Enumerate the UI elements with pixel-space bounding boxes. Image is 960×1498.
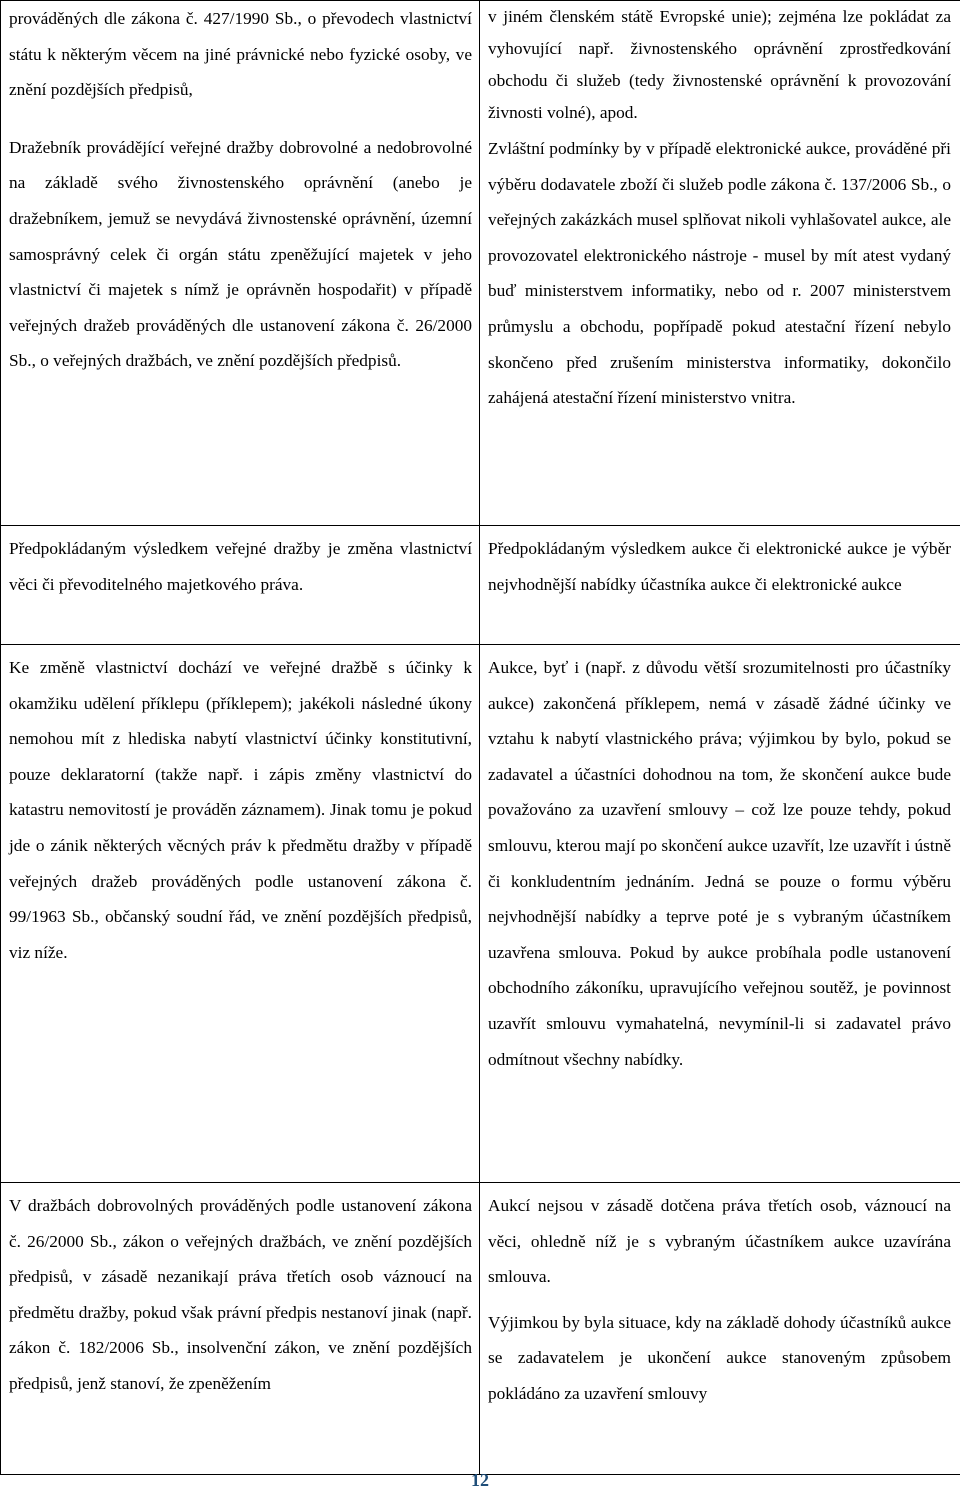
table-cell-left <box>1 1183 480 1475</box>
paragraph: Předpokládaným výsledkem aukce či elektronické aukce je výběr nejvhodnější nabídky účastníka aukce či elektronické aukce <box>488 539 951 594</box>
paragraph: Aukce, byť i (např. z důvodu větší srozumitelnosti pro účastníky aukce) zakončená příklepem, nemá v zásadě žádné účinky ve vztahu k nabytí vlastnického práva; výjimkou by bylo, pokud se zadavatel a účastníci dohodnou na tom, že skončení aukce bude považováno za uzavření smlouvy – což lze pouze tehdy, pokud smlouvu, kterou mají po skončení aukce uzavřít, lze uzavřít i ústně či konkludentním jednáním. Jedná se pouze o formu výběru nejvhodnější nabídky a teprve poté je s vybraným účastníkem uzavřena smlouva. Pokud by aukce probíhala podle ustanovení obchodního zákoníku, upravujícího veřejnou soutěž, je povinnost uzavřít smlouvu vymahatelná, nevymínil-li si zadavatel právo odmítnout všechny nabídky. <box>488 658 951 1069</box>
table-row <box>1 1183 960 1475</box>
table-cell-left <box>1 526 480 645</box>
paragraph: Ke změně vlastnictví dochází ve veřejné dražbě s účinky k okamžiku udělení příklepu (příklepem); jakékoli následné úkony nemohou mít z hlediska nabytí vlastnictví účinky konstitutivní, pouze deklaratorní (takže např. i zápis změny vlastnictví do katastru nemovitostí je prováděn záznamem). Jinak tomu je pokud jde o zánik některých věcných práv k předmětu dražby v případě veřejných dražeb prováděných podle ustanovení zákona č. 99/1963 Sb., občanský soudní řád, ve znění pozdějších předpisů, viz níže. <box>9 658 472 962</box>
table-row <box>1 526 960 645</box>
table-cell-right <box>480 1183 960 1475</box>
table-cell-right <box>480 1 960 526</box>
paragraph: Zvláštní podmínky by v případě elektronické aukce, prováděné při výběru dodavatele zboží či služeb podle zákona č. 137/2006 Sb., o veřejných zakázkách musel splňovat nikoli vyhlašovatel aukce, ale provozovatel elektronického nástroje - musel by mít atest vydaný buď ministerstvem informatiky, nebo od r. 2007 ministerstvem průmyslu a obchodu, popřípadě pokud atestační řízení nebylo skončeno před zrušením ministerstva informatiky, dokončilo zahájená atestační řízení ministerstvo vnitra. <box>488 139 951 408</box>
table-cell-left <box>1 645 480 1183</box>
paragraph: V dražbách dobrovolných prováděných podle ustanovení zákona č. 26/2000 Sb., zákon o veřejných dražbách, ve znění pozdějších předpisů, v zásadě nezanikají práva třetích osob váznoucí na předmětu dražby, pokud však právní předpis nestanoví jinak (např. zákon č. 182/2006 Sb., insolvenční zákon, ve znění pozdějších předpisů, jenž stanoví, že zpeněžením <box>9 1196 472 1393</box>
paragraph: prováděných dle zákona č. 427/1990 Sb., o převodech vlastnictví státu k některým věcem na jiné právnické nebo fyzické osoby, ve znění pozdějších předpisů, <box>9 9 472 100</box>
table-cell-right <box>480 645 960 1183</box>
table-cell-left <box>1 1 480 526</box>
paragraph: Aukcí nejsou v zásadě dotčena práva třetích osob, váznoucí na věci, ohledně níž je s vybraným účastníkem aukce uzavírána smlouva. <box>488 1196 951 1287</box>
paragraph: Výjimkou by byla situace, kdy na základě dohody účastníků aukce se zadavatelem je ukončení aukce stanoveným způsobem pokládáno za uzavření smlouvy <box>488 1312 951 1403</box>
table-row <box>1 1 960 526</box>
paragraph: Předpokládaným výsledkem veřejné dražby je změna vlastnictví věci či převoditelného majetkového práva. <box>9 539 472 594</box>
table-row <box>1 645 960 1183</box>
paragraph: Dražebník provádějící veřejné dražby dobrovolné a nedobrovolné na základě svého živnostenského oprávnění (anebo je dražebníkem, jemuž se nevydává živnostenské oprávnění, územní samosprávný celek či orgán státu zpeněžující majetek v jeho vlastnictví či majetek s nímž je oprávněn hospodařit) v případě veřejných dražeb prováděných dle ustanovení zákona č. 26/2000 Sb., o veřejných dražbách, ve znění pozdějších předpisů. <box>9 137 472 371</box>
page-number: 12 <box>471 1470 489 1490</box>
table-cell-right <box>480 526 960 645</box>
paragraph: v jiném členském státě Evropské unie); zejména lze pokládat za vyhovující např. živnostenského oprávnění zprostředkování obchodu či služeb (tedy živnostenské oprávnění k provozování živnosti volné), apod. <box>488 7 951 122</box>
